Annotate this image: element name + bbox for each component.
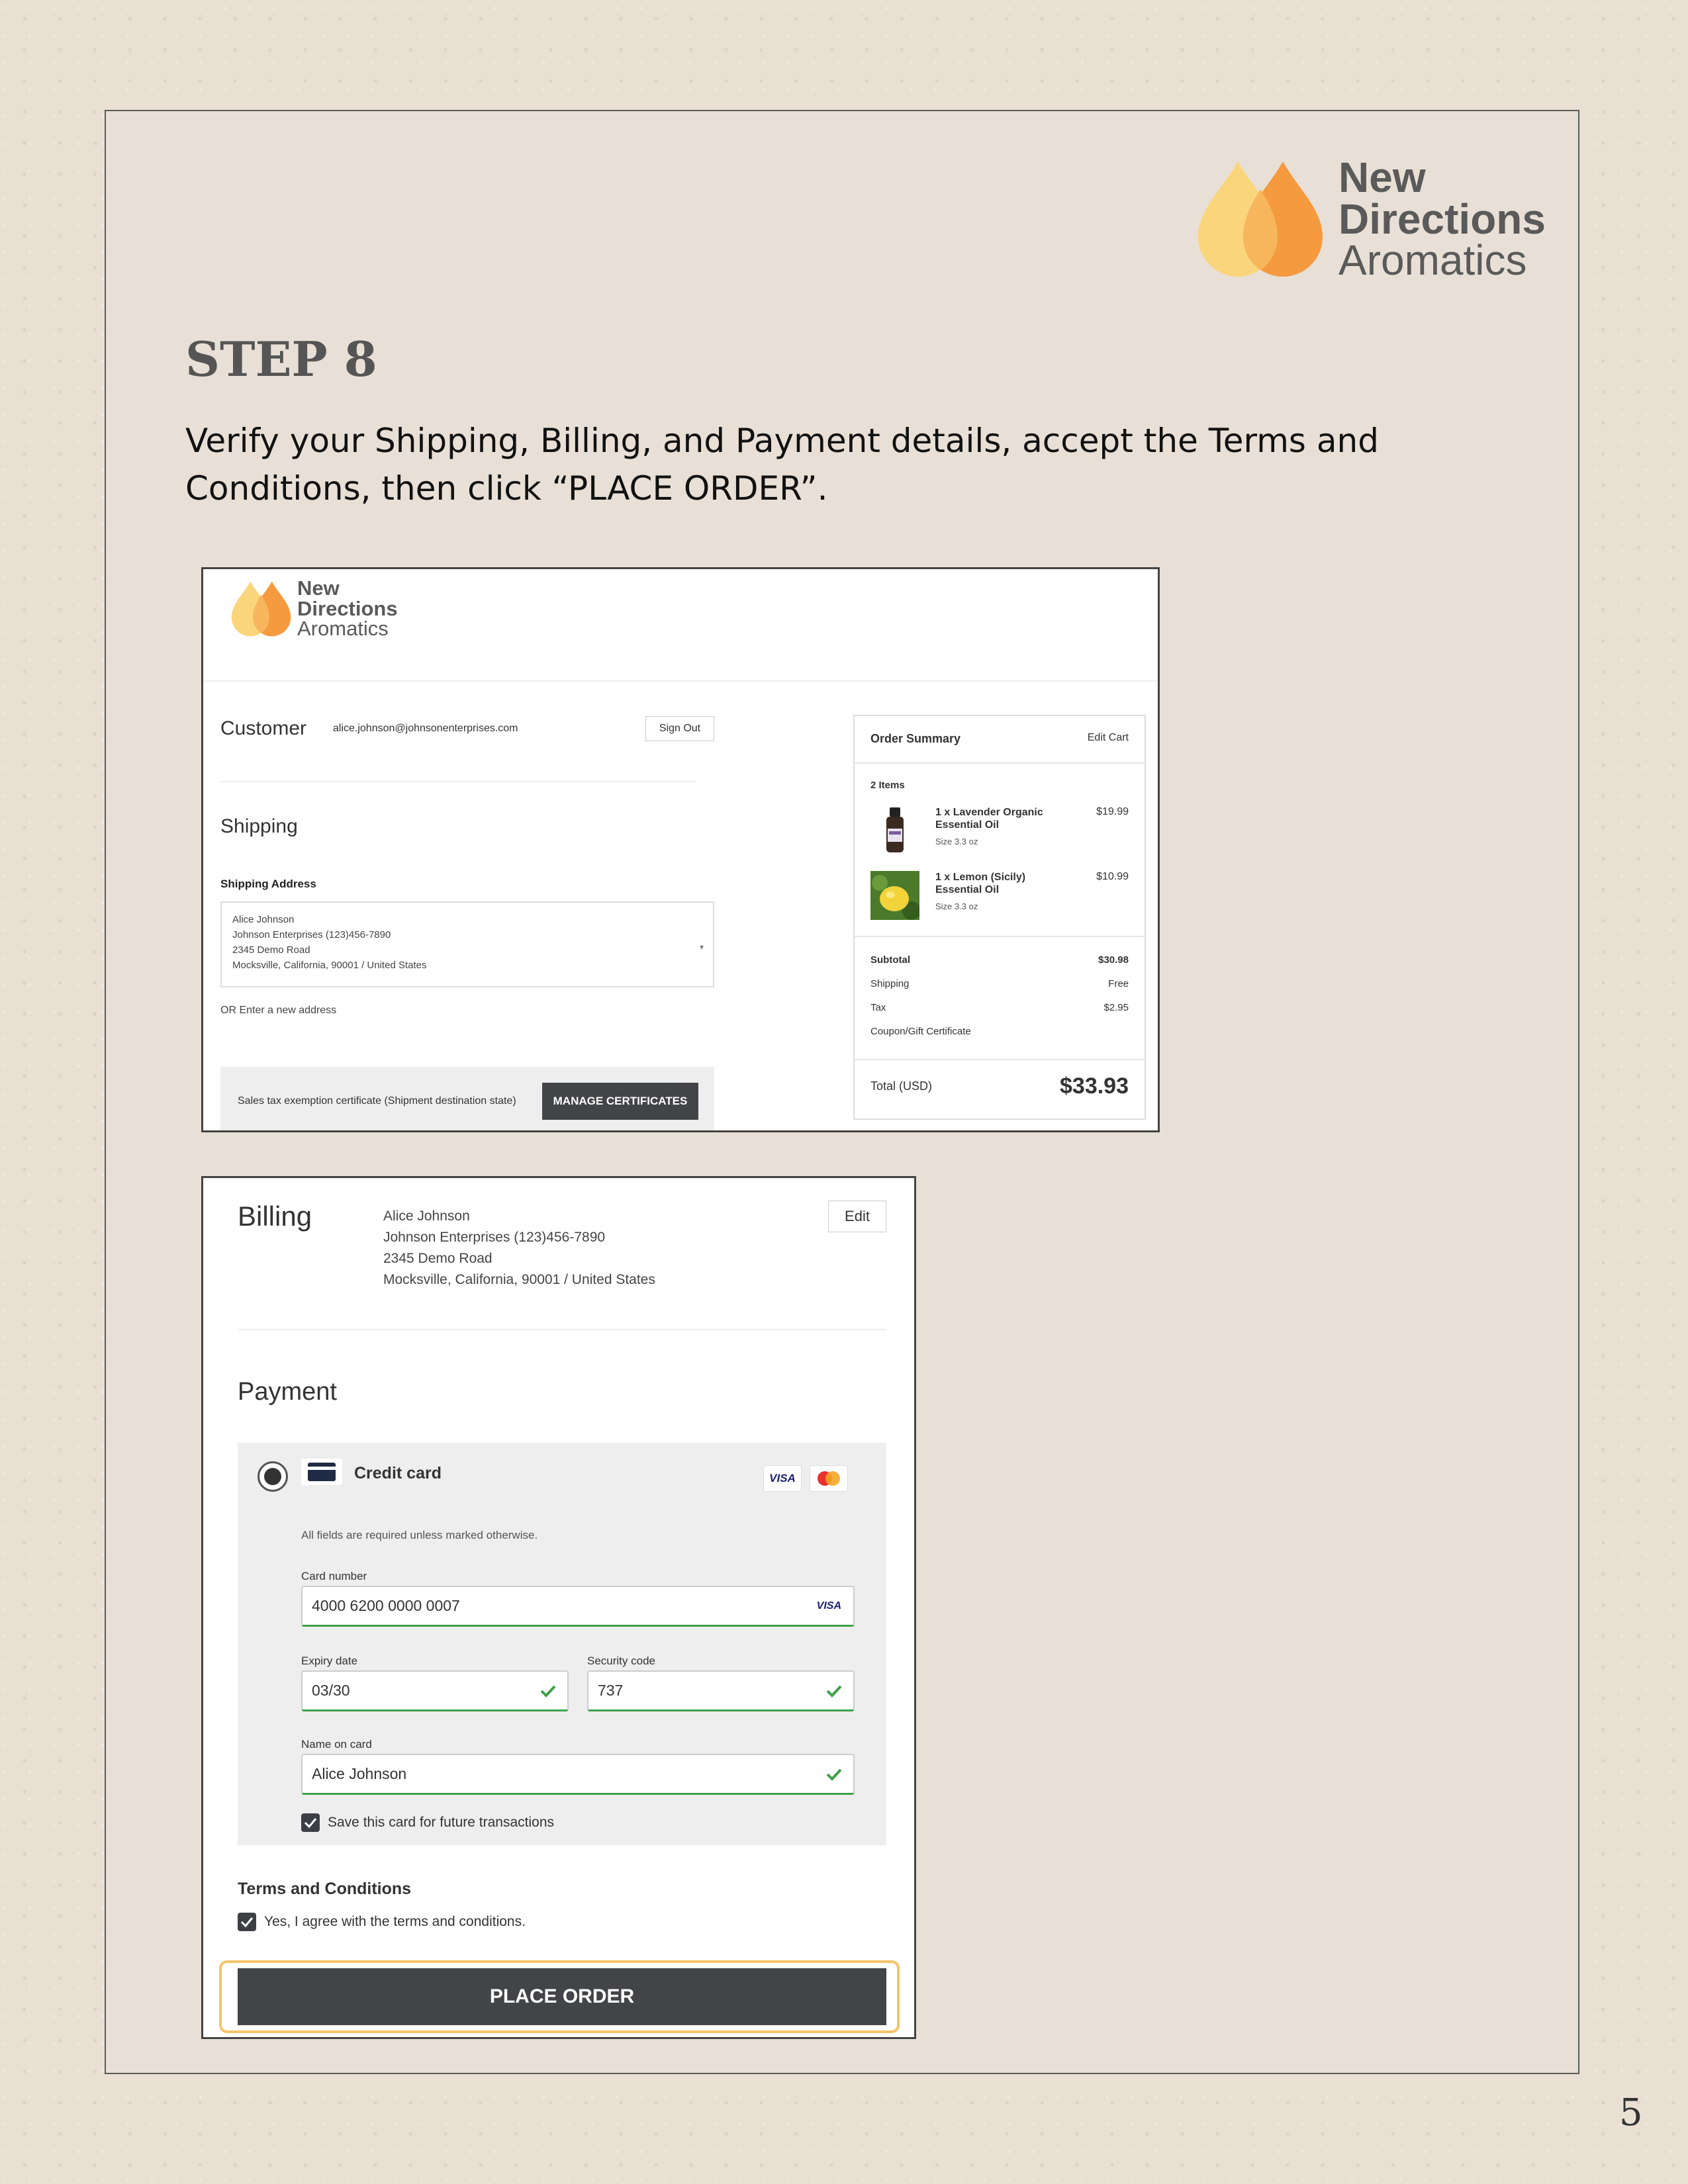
summary-divider [855, 1059, 1145, 1060]
checkout-screenshot-top [201, 567, 1160, 1132]
address-line: Mocksville, California, 90001 / United States [232, 960, 427, 971]
terms-checkbox[interactable] [238, 1913, 256, 1931]
shipping-heading: Shipping [220, 815, 298, 837]
billing-address [383, 1206, 655, 1291]
visa-icon: VISA [816, 1600, 841, 1612]
visa-badge-text: VISA [769, 1472, 796, 1484]
brand-line-3: Aromatics [297, 617, 389, 641]
security-code-value: 737 [598, 1682, 624, 1699]
card-number-input[interactable] [301, 1586, 855, 1627]
save-card-checkbox[interactable] [301, 1813, 320, 1832]
item-name: 1 x Lemon (Sicily) Essential Oil [935, 872, 1026, 895]
place-order-button[interactable]: PLACE ORDER [238, 1968, 886, 2025]
section-divider [238, 1329, 886, 1330]
brand-line-1: New [1338, 153, 1426, 201]
brand-line-2: Directions [297, 596, 398, 620]
subtotal-label: Subtotal [870, 954, 910, 966]
brand-line-2: Directions [1338, 195, 1546, 243]
item-price: $19.99 [1096, 806, 1129, 817]
lemon-image-icon [870, 871, 919, 920]
address-line: Alice Johnson [383, 1208, 470, 1224]
address-line: Johnson Enterprises (123)456-7890 [383, 1230, 606, 1245]
check-icon [825, 1684, 843, 1698]
checkmark-icon [304, 1817, 317, 1829]
subtotal-value: $30.98 [1098, 954, 1129, 966]
terms-agree-label: Yes, I agree with the terms and conditions. [264, 1914, 526, 1929]
shipping-address-label: Shipping Address [220, 878, 316, 890]
order-summary-title: Order Summary [870, 732, 961, 745]
total-label: Total (USD) [870, 1079, 933, 1093]
item-size: Size 3.3 oz [935, 901, 978, 911]
credit-card-panel [238, 1443, 886, 1845]
item-name: 1 x Lavender Organic Essential Oil [935, 807, 1043, 831]
shipping-address-select[interactable] [220, 901, 714, 987]
brand-line-3: Aromatics [1338, 236, 1527, 285]
checkout-screenshot-bottom [201, 1176, 916, 2039]
name-on-card-value: Alice Johnson [312, 1765, 407, 1782]
name-on-card-label: Name on card [301, 1738, 372, 1751]
security-code-label: Security code [587, 1655, 655, 1667]
tax-exemption-bar [220, 1067, 714, 1132]
brand-line-1: New [297, 576, 340, 600]
checkmark-icon [240, 1916, 254, 1928]
step-instructions: Verify your Shipping, Billing, and Payment details, accept the Terms and Conditions, then click “PLACE ORDER”. [185, 422, 1379, 508]
expiry-date-label: Expiry date [301, 1655, 358, 1667]
shipping-cost-value: Free [1108, 978, 1129, 989]
tax-label: Tax [870, 1002, 886, 1013]
card-number-value: 4000 6200 0000 0007 [312, 1597, 460, 1614]
security-code-input[interactable] [587, 1670, 855, 1711]
customer-heading: Customer [220, 717, 307, 739]
manage-certificates-button[interactable]: MANAGE CERTIFICATES [542, 1083, 698, 1120]
new-address-link[interactable]: OR Enter a new address [220, 1005, 337, 1016]
summary-divider [855, 936, 1145, 937]
credit-card-radio[interactable] [258, 1461, 288, 1492]
item-size: Size 3.3 oz [935, 837, 978, 846]
tax-value: $2.95 [1103, 1002, 1129, 1013]
droplets-logo-icon [1192, 156, 1331, 282]
visa-icon [763, 1465, 802, 1492]
sign-out-button[interactable]: Sign Out [645, 716, 714, 741]
tax-exemption-text: Sales tax exemption certificate (Shipment destination state) [238, 1095, 516, 1107]
order-summary [853, 715, 1146, 1120]
page-number: 5 [1619, 2091, 1643, 2134]
payment-heading: Payment [238, 1378, 337, 1406]
card-number-label: Card number [301, 1570, 367, 1582]
coupon-link[interactable]: Coupon/Gift Certificate [870, 1026, 971, 1037]
address-line: Alice Johnson [232, 914, 295, 925]
address-line: 2345 Demo Road [383, 1251, 492, 1266]
address-line: Johnson Enterprises (123)456-7890 [232, 929, 391, 940]
credit-card-icon [301, 1459, 342, 1485]
summary-divider [855, 762, 1145, 764]
check-icon [539, 1684, 557, 1698]
save-card-label: Save this card for future transactions [328, 1815, 554, 1830]
address-line: 2345 Demo Road [232, 944, 310, 956]
lavender-oil-bottle-icon [870, 806, 919, 855]
edit-cart-link[interactable]: Edit Cart [1087, 732, 1129, 743]
shipping-cost-label: Shipping [870, 978, 910, 989]
checkout-brand-logo[interactable] [228, 578, 398, 639]
customer-email: alice.johnson@johnsonenterprises.com [333, 723, 518, 734]
expiry-date-input[interactable] [301, 1670, 569, 1711]
chevron-down-icon: ▾ [699, 942, 704, 952]
credit-card-label: Credit card [354, 1464, 442, 1482]
expiry-date-value: 03/30 [312, 1682, 350, 1699]
brand-logo [1192, 153, 1546, 285]
check-icon [825, 1767, 843, 1782]
edit-billing-button[interactable]: Edit [828, 1201, 886, 1232]
step-title: STEP 8 [185, 331, 377, 387]
billing-heading: Billing [238, 1201, 312, 1232]
item-price: $10.99 [1096, 871, 1129, 882]
checkout-header [203, 569, 1158, 682]
address-line: Mocksville, California, 90001 / United States [383, 1272, 655, 1287]
terms-heading: Terms and Conditions [238, 1880, 412, 1898]
total-value: $33.93 [1060, 1073, 1129, 1099]
name-on-card-input[interactable] [301, 1754, 855, 1795]
droplets-logo-icon [228, 578, 295, 639]
required-fields-note: All fields are required unless marked otherwise. [301, 1529, 538, 1541]
items-count: 2 Items [870, 780, 905, 791]
section-divider [220, 781, 697, 782]
mastercard-icon [810, 1465, 848, 1492]
